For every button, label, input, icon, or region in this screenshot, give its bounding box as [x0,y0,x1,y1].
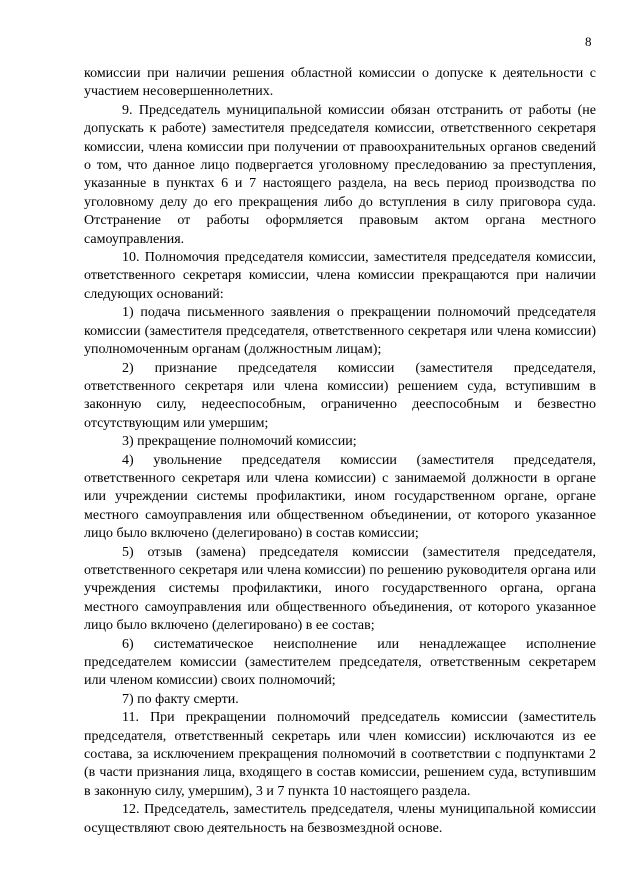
subitem-10-6: 6) систематическое неисполнение или ненадлежащее исполнение председателем комиссии (заместителем председателя, ответственным секретарем или членом комиссии) своих полномочий; [84,636,596,689]
paragraph-continuation: комиссии при наличии решения областной комиссии о допуске к деятельности с участием несовершеннолетних. [84,66,596,100]
subitem-10-3: 3) прекращение полномочий комиссии; [122,434,357,450]
paragraph-item-9: 9. Председатель муниципальной комиссии обязан отстранить от работы (не допускать к работе) заместителя председателя комиссии, ответственного секретаря комиссии, члена комиссии при получении от правоохранительных органов сведений о том, что данное лицо подвергается уголовному преследованию за преступления, указанные в пунктах 6 и 7 настоящего раздела, на весь период производства по уголовному делу до его прекращения либо до вступления в силу приговора суда. Отстранение от работы оформляется правовым актом органа местного самоуправления. [84,102,596,247]
subitem-10-7: 7) по факту смерти. [122,691,239,707]
paragraph-item-10: 10. Полномочия председателя комиссии, заместителя председателя комиссии, ответственного секретаря комиссии, члена комиссии прекращаются при наличии следующих оснований: [84,250,596,302]
subitem-10-5: 5) отзыв (замена) председателя комиссии (заместителя председателя, ответственного секретаря или члена комиссии) по решению руководителя органа или учреждения системы профилактики, иного государственного органа, органа местного самоуправления или общественного объединения, от которого указанное лицо было включено (делегировано) в ее состав; [84,544,596,634]
paragraph-item-12: 12. Председатель, заместитель председателя, члены муниципальной комиссии осуществляют свою деятельность на безвозмездной основе. [84,802,596,836]
subitem-10-1: 1) подача письменного заявления о прекращении полномочий председателя комиссии (заместителя председателя, ответственного секретаря или члена комиссии) уполномоченным органам (должностным лицам); [84,305,596,358]
page-number: 8 [585,34,592,49]
document-body [84,65,596,838]
paragraph-item-11: 11. При прекращении полномочий председатель комиссии (заместитель председателя, ответственный секретарь или член комиссии) исключаются из ее состава, за исключением прекращения полномочий в соответствии с подпунктами 2 (в части признания лица, входящего в состав комиссии, решением суда, вступившим в законную силу, умершим), 3 и 7 пункта 10 настоящего раздела. [84,710,596,799]
subitem-10-4: 4) увольнение председателя комиссии (заместителя председателя, ответственного секретаря или члена комиссии) с занимаемой должности в органе или учреждении системы профилактики, ином государственном органе, органе местного самоуправления или общественном объединении, от которого указанное лицо было включено (делегировано) в состав комиссии; [84,452,596,542]
subitem-10-2: 2) признание председателя комиссии (заместителя председателя, ответственного секретаря или члена комиссии) решением суда, вступившим в законную силу, недееспособным, ограниченно дееспособным и безвестно отсутствующим или умершим; [84,360,596,431]
